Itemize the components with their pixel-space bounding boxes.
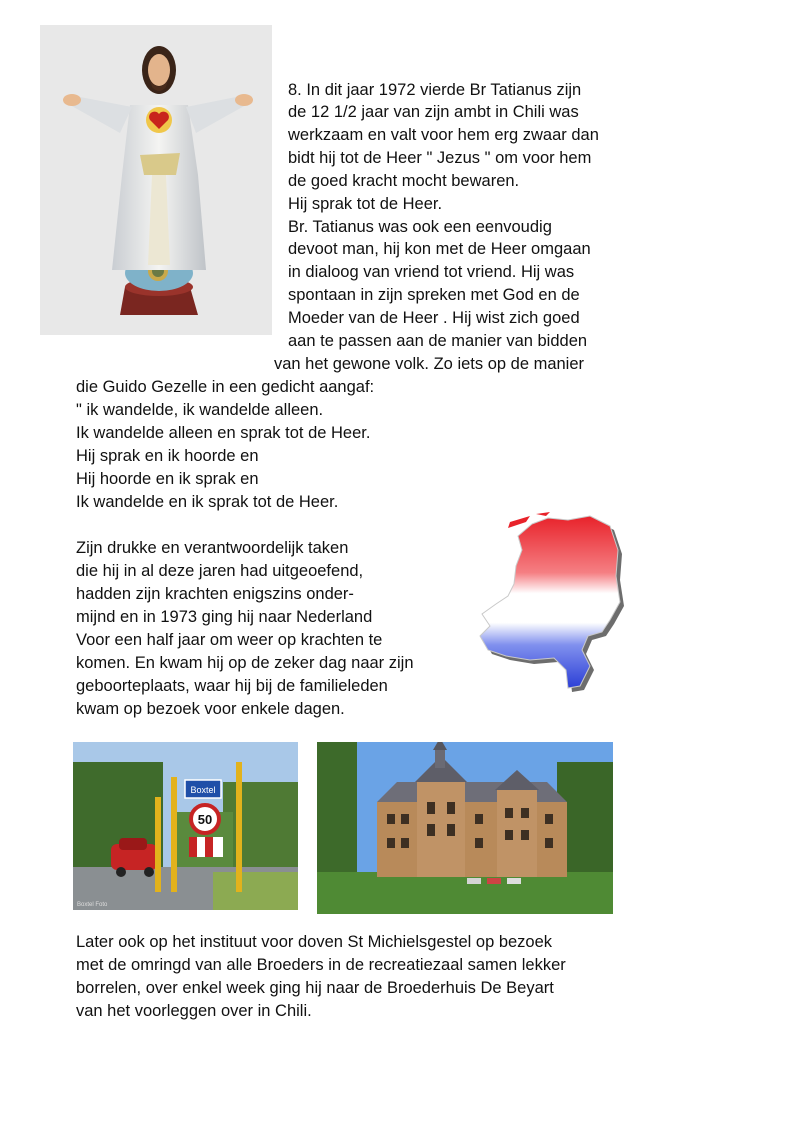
- paragraph-line: kwam op bezoek voor enkele dagen.: [76, 700, 345, 718]
- paragraph-line: komen. En kwam hij op de zeker dag naar zijn: [76, 654, 414, 672]
- paragraph-line: Zijn drukke en verantwoordelijk taken: [76, 539, 349, 557]
- paragraph-line: spontaan in zijn spreken met God en de: [288, 286, 580, 304]
- poem-line: " ik wandelde, ik wandelde alleen.: [76, 401, 324, 419]
- poem-line: Hij sprak en ik hoorde en: [76, 447, 259, 465]
- paragraph-line: Hij sprak tot de Heer.: [288, 195, 443, 213]
- town-name-sign: Boxtel: [190, 785, 216, 795]
- photo-credit: Boxtel Foto: [77, 902, 108, 908]
- sacred-heart-statue-image: [40, 25, 272, 335]
- paragraph-line: hadden zijn krachten enigszins onder-: [76, 585, 354, 603]
- paragraph-line: met de omringd van alle Broeders in de recreatiezaal samen lekker: [76, 956, 566, 974]
- paragraph-line: de goed kracht mocht bewaren.: [288, 172, 520, 190]
- paragraph-line: Later ook op het instituut voor doven St Michielsgestel op bezoek: [76, 933, 553, 951]
- paragraph-line: de 12 1/2 jaar van zijn ambt in Chili was: [288, 103, 579, 121]
- paragraph-line: van het voorleggen over in Chili.: [76, 1002, 312, 1020]
- paragraph-line: 8. In dit jaar 1972 vierde Br Tatianus zijn: [288, 81, 582, 99]
- institute-building-photo: [317, 742, 613, 914]
- paragraph-line: mijnd en in 1973 ging hij naar Nederland: [76, 608, 373, 626]
- netherlands-map-image: [470, 510, 630, 700]
- speed-limit-sign: 50: [197, 812, 213, 827]
- paragraph-line: devoot man, hij kon met de Heer omgaan: [288, 240, 591, 258]
- paragraph-line: die hij in al deze jaren had uitgeoefend,: [76, 562, 364, 580]
- paragraph-line: aan te passen aan de manier van bidden: [288, 332, 588, 350]
- poem-line: Ik wandelde alleen en sprak tot de Heer.: [76, 424, 371, 442]
- paragraph-line: in dialoog van vriend tot vriend. Hij was: [288, 263, 575, 281]
- town-sign-photo: [73, 742, 298, 910]
- poem-line: Hij hoorde en ik sprak en: [76, 470, 259, 488]
- paragraph-line: van het gewone volk. Zo iets op de manier: [274, 355, 585, 373]
- paragraph-line: borrelen, over enkel week ging hij naar de Broederhuis De Beyart: [76, 979, 554, 997]
- paragraph-line: geboorteplaats, waar hij bij de familieleden: [76, 677, 388, 695]
- paragraph-line: die Guido Gezelle in een gedicht aangaf:: [76, 378, 375, 396]
- paragraph-line: Voor een half jaar om weer op krachten te: [76, 631, 383, 649]
- paragraph-line: Moeder van de Heer . Hij wist zich goed: [288, 309, 580, 327]
- paragraph-line: werkzaam en valt voor hem erg zwaar dan: [288, 126, 599, 144]
- poem-line: Ik wandelde en ik sprak tot de Heer.: [76, 493, 339, 511]
- paragraph-line: Br. Tatianus was ook een eenvoudig: [288, 218, 552, 236]
- paragraph-line: bidt hij tot de Heer " Jezus " om voor hem: [288, 149, 592, 167]
